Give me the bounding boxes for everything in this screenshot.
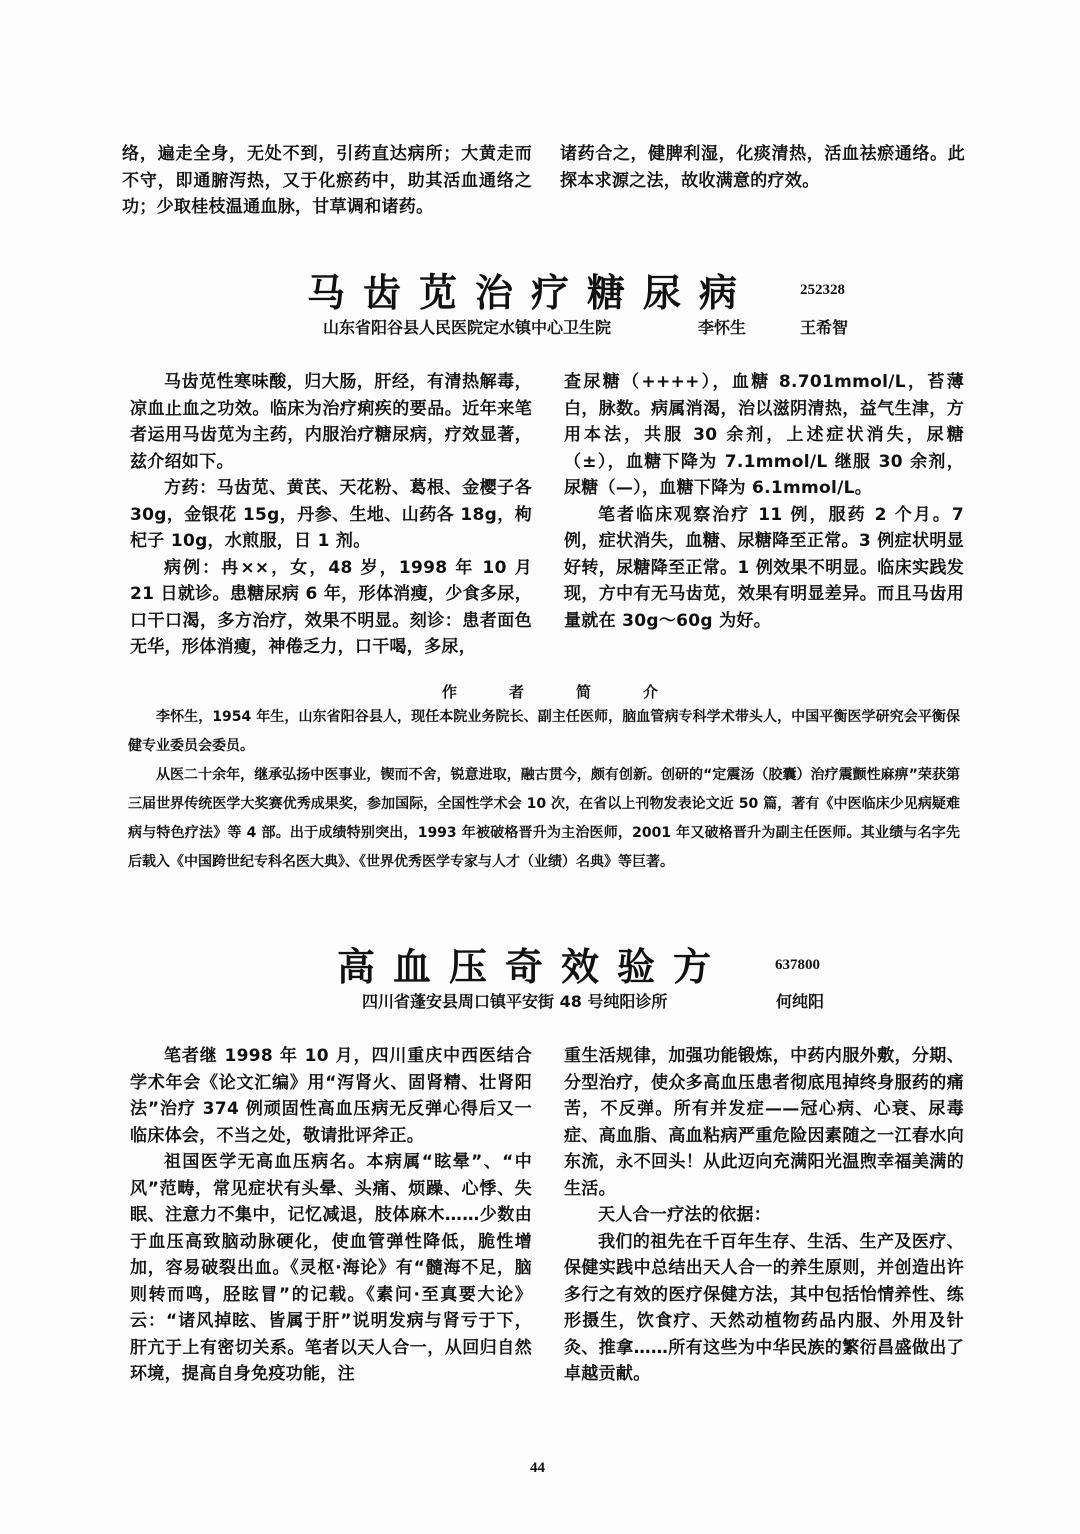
article1-paragraph: 笔者临床观察治疗 11 例，服药 2 个月。7 例，症状消失，血糖、尿糖降至正常。3 例症状明显好转，尿糖降至正常。1 例效果不明显。临床实践发现，方中有无马齿苋，效果有明显差异。而且马齿用量就在 30g～60g 为好。 — [564, 504, 964, 631]
page-number: 44 — [530, 1460, 545, 1476]
article2-paragraph: 我们的祖先在千百年生存、生活、生产及医疗、保健实践中总结出天人合一的养生原则，并创造出许多行之有效的医疗保健方法，其中包括怡情养性、练形摄生，饮食疗、天然动植物药品内服、外用及针灸、推拿……所有这些为中华民族的繁衍昌盛做出了卓越贡献。 — [564, 1231, 964, 1384]
article1-affiliation: 山东省阳谷县人民医院定水镇中心卫生院 — [323, 318, 612, 337]
article1-author-1: 李怀生 — [698, 318, 747, 337]
article1-left-column — [130, 369, 532, 661]
article1-paragraph: 方药：马齿苋、黄芪、天花粉、葛根、金樱子各 30g，金银花 15g，丹参、生地、山药各 18g，枸杞子 10g，水煎服，日 1 剂。 — [130, 478, 532, 551]
article1-paragraph: 马齿苋性寒味酸，归大肠，肝经，有清热解毒，凉血止血之功效。临床为治疗痢疾的要品。近年来笔者运用马齿苋为主药，内服治疗糖尿病，疗效显著，兹介绍如下。 — [130, 372, 532, 472]
article2-paragraph: 笔者继 1998 年 10 月，四川重庆中西医结合学术年会《论文汇编》用“泻肾火、固肾精、壮肾阳法”治疗 374 例顽固性高血压病无反弹心得后又一临床体会，不当之处，敬请批评斧正。 — [130, 1046, 532, 1146]
author-bio-paragraph: 李怀生，1954 年生，山东省阳谷县人，现任本院业务院长、副主任医师，脑血管病专科学术带头人，中国平衡医学研究会平衡保健专业委员会委员。 — [128, 709, 960, 754]
author-bio-heading: 作者简介 — [442, 683, 711, 701]
continuation-right-column — [560, 141, 965, 194]
article2-paragraph: 重生活规律，加强功能锻炼，中药内服外敷，分期、分型治疗，使众多高血压患者彻底甩掉终身服药的痛苦，不反弹。所有并发症——冠心病、心衰、尿毒症、高血脂、高血粘病严重危险因素随之一江春水向东流，永不回头！从此迈向充满阳光温煦幸福美满的生活。 — [564, 1046, 964, 1199]
author-bio — [128, 703, 960, 877]
author-bio-paragraph: 从医二十余年，继承弘扬中医事业，锲而不舍，锐意进取，融古贯今，颇有创新。创研的“定震汤（胶囊）治疗震颤性麻痹”荣获第三届世界传统医学大奖赛优秀成果奖，参加国际，全国性学术会 10 次，在省以上刊物发表论文近 50 篇，著有《中医临床少见病疑难病与特色疗法》等 4 部。出于成绩特别突出，1993 年被破格晋升为主治医师，2001 年又破格晋升为副主任医师。其业绩与名字先后载入《中国跨世纪专科名医大典》、《世界优秀医学专家与人才（业绩）名典》等巨著。 — [128, 767, 960, 870]
article2-right-column — [564, 1043, 964, 1388]
article2-affiliation: 四川省蓬安县周口镇平安街 48 号纯阳诊所 — [362, 992, 668, 1011]
article2-left-column — [130, 1043, 532, 1388]
article1-paragraph: 病例：冉××，女，48 岁，1998 年 10 月 21 日就诊。患糖尿病 6 年，形体消瘦，少食多尿，口干口渴，多方治疗，效果不明显。刻诊：患者面色无华，形体消瘦，神倦乏力，口干喝，多尿， — [130, 557, 532, 657]
article1-title: 马齿苋治疗糖尿病 — [307, 271, 756, 315]
continuation-right-text: 诸药合之，健脾利湿，化痰清热，活血祛瘀通络。此探本求源之法，故收满意的疗效。 — [560, 144, 965, 191]
article2-postal-code: 637800 — [775, 957, 820, 973]
article1-right-column — [564, 369, 964, 634]
continuation-left-column — [122, 141, 532, 221]
article2-paragraph: 祖国医学无高血压病名。本病属“眩晕”、“中风”范畴，常见症状有头晕、头痛、烦躁、心悸、失眠、注意力不集中，记忆减退，肢体麻木……少数由于血压高致脑动脉硬化，使血管弹性降低，脆性增加，容易破裂出血。《灵枢·海论》有“髓海不足，脑则转而鸣，胫眩冒”的记载。《素问·至真要大论》云：“诸风掉眩、皆属于肝”说明发病与肾亏于下，肝亢于上有密切关系。笔者以天人合一，从回归自然环境，提高自身免疫功能，注 — [130, 1152, 532, 1384]
article1-author-2: 王希智 — [800, 318, 849, 337]
article2-title: 高血压奇效验方 — [337, 945, 730, 989]
continuation-left-text: 络，遍走全身，无处不到，引药直达病所；大黄走而不守，即通腑泻热，又于化瘀药中，助其活血通络之功；少取桂枝温通血脉，甘草调和诸药。 — [122, 144, 532, 217]
article2-subheading: 天人合一疗法的依据： — [598, 1205, 771, 1225]
article1-paragraph: 查尿糖（++++），血糖 8.701mmol/L，苔薄白，脉数。病属消渴，治以滋阴清热，益气生津，方用本法，共服 30 余剂，上述症状消失，尿糖（±），血糖下降为 7.1mmol/L 继服 30 余剂，尿糖（—），血糖下降为 6.1mmol/L。 — [564, 372, 964, 498]
article2-author: 何纯阳 — [776, 992, 825, 1011]
article1-postal-code: 252328 — [800, 282, 845, 298]
